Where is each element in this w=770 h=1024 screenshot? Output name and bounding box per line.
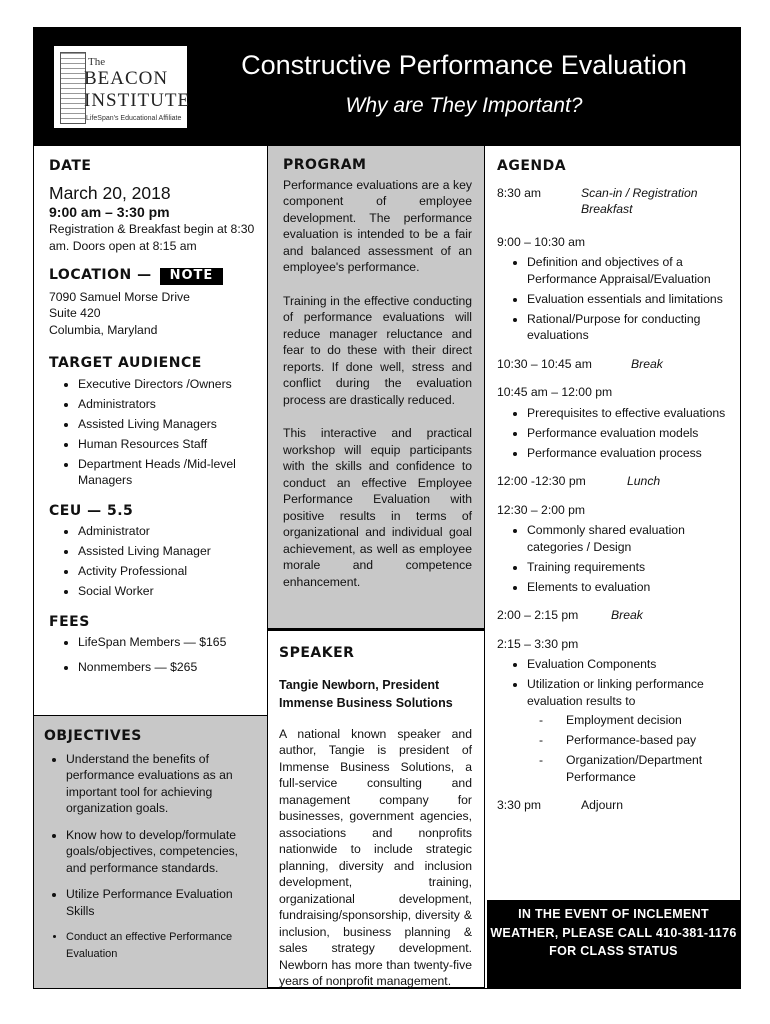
logo-the: The [88,56,106,68]
objectives-heading: OBJECTIVES [44,728,142,744]
agenda-activity: Adjourn [581,798,624,812]
agenda-heading: AGENDA [497,158,567,174]
list-item: • Administrators [78,396,257,413]
speaker-heading: SPEAKER [279,645,355,661]
agenda-time: 10:45 am – 12:00 pm [497,385,613,399]
agenda-time: 12:30 – 2:00 pm [497,502,586,517]
agenda-section [485,146,740,900]
agenda-time: 9:00 – 10:30 am [497,234,586,249]
program-section [267,146,485,628]
ceu-list [49,523,257,600]
list-item: • Understand the benefits of performance evaluations as an important tool for achieving organization goals. [66,751,259,817]
note-badge: NOTE [160,268,224,285]
agenda-list [497,522,734,595]
ceu-heading: CEU — 5.5 [49,502,134,519]
logo-line2: INSTITUTE [84,90,191,111]
list-item: • Evaluation essentials and limitations [527,291,734,308]
agenda-sublist [497,712,734,785]
list-item: • Executive Directors /Owners [78,376,257,393]
list-item: • Know how to develop/formulate goals/objectives, competencies, and performance standards. [66,827,259,877]
weather-notice: IN THE EVENT OF INCLEMENT WEATHER, PLEASE CALL 410-381-1176 FOR CLASS STATUS [487,900,740,988]
audience-heading: TARGET AUDIENCE [49,355,202,371]
speaker-company: Immense Business Solutions [279,695,453,710]
list-item: • Department Heads /Mid-level Managers [78,456,257,489]
list-item: • Assisted Living Managers [78,416,257,433]
agenda-activity: Scan-in / Registration [581,185,698,200]
list-item: • Activity Professional [78,563,257,580]
list-item: • Evaluation Components [527,656,734,673]
agenda-list [497,405,734,462]
date-heading: DATE [49,158,92,174]
agenda-time: 2:00 – 2:15 pm [497,608,579,622]
list-item: - Employment decision [539,712,734,729]
registration-note: Registration & Breakfast begin at 8:30 am. Doors open at 8:15 am [49,222,255,253]
fees-heading: FEES [49,613,90,630]
program-paragraph-3: This interactive and practical workshop will equip participants with the skills and confidence to conduct an effective Employee Performance Evaluation with positive results in terms of organizational and individual goal achievement, as well as employee morale and competence enhancement. [283,426,472,589]
agenda-time: 2:15 – 3:30 pm [497,636,579,651]
page-subtitle: Why are They Important? [345,94,583,117]
list-item: • Elements to evaluation [527,579,734,596]
list-item: • Commonly shared evaluation categories / Design [527,522,734,555]
list-item: • Human Resources Staff [78,436,257,453]
objectives-list [44,751,259,963]
list-item: • Performance evaluation models [527,425,734,442]
fees-list [49,634,257,675]
objectives-section [34,715,267,988]
address-line3: Columbia, Maryland [49,322,158,337]
list-item: • Definition and objectives of a Performance Appraisal/Evaluation [527,254,734,287]
agenda-activity: Breakfast [581,202,633,216]
list-item: • Assisted Living Manager [78,543,257,560]
event-date: March 20, 2018 [49,182,171,203]
program-paragraph-1: Performance evaluations are a key component of employee development. The performance evaluation is intended to be a fair and balanced assessment of an employee's performance. [283,177,472,274]
list-item: • LifeSpan Members — $165 [78,634,257,651]
list-item: - Organization/Department Performance [539,752,734,785]
agenda-time: 12:00 -12:30 pm [497,474,586,488]
event-time: 9:00 am – 3:30 pm [49,203,170,220]
list-item: • Administrator [78,523,257,540]
list-item: • Training requirements [527,559,734,576]
agenda-activity: Lunch [627,474,661,488]
agenda-time: 8:30 am [497,185,542,200]
audience-list [49,376,257,489]
agenda-time: 3:30 pm [497,798,542,812]
list-item: • Utilize Performance Evaluation Skills [66,886,259,919]
list-item: • Social Worker [78,583,257,600]
agenda-activity: Break [611,608,643,622]
list-item: • Nonmembers — $265 [78,659,257,676]
building-icon [60,52,86,124]
event-details [34,146,267,715]
list-item: • Rational/Purpose for conducting evaluations [527,311,734,344]
agenda-list [497,656,734,709]
program-heading: PROGRAM [283,157,367,173]
program-paragraph-2: Training in the effective conducting of performance evaluations will reduce manager reluctance and fear to do these with their direct reports. If done well, stress and conflict during the evaluation process are drastically reduced. [283,293,472,407]
list-item: • Performance evaluation process [527,445,734,462]
agenda-activity: Break [631,356,663,371]
agenda-time: 10:30 – 10:45 am [497,356,592,371]
list-item: • Conduct an effective Performance Evaluation [66,929,259,962]
speaker-bio: A national known speaker and author, Tangie is president of Immense Business Solutions, a full-service consulting and management company for businesses, government agencies, associations and nonprofits nationwide to include strategic planning, diversity and inclusion development, training, organizational development, fundraising/sponsorship, diversity & inclusion, business planning & sales strategy development. Newborn has more than twenty-five years of nonprofit management. [279,726,472,988]
address-line2: Suite 420 [49,306,101,320]
location-heading: LOCATION — [49,267,152,283]
speaker-name: Tangie Newborn, President [279,677,440,692]
list-item: • Utilization or linking performance evaluation results to [527,676,734,709]
address-line1: 7090 Samuel Morse Drive [49,289,190,304]
header-banner [34,28,740,146]
flyer [33,27,741,989]
page-title: Constructive Performance Evaluation [241,50,687,80]
logo-tagline: LifeSpan's Educational Affiliate [86,115,182,122]
list-item: - Performance-based pay [539,732,734,749]
logo-line1: BEACON [84,68,169,89]
agenda-list [497,254,734,344]
beacon-institute-logo [54,46,191,128]
list-item: • Prerequisites to effective evaluations [527,405,734,422]
speaker-section [267,628,485,988]
